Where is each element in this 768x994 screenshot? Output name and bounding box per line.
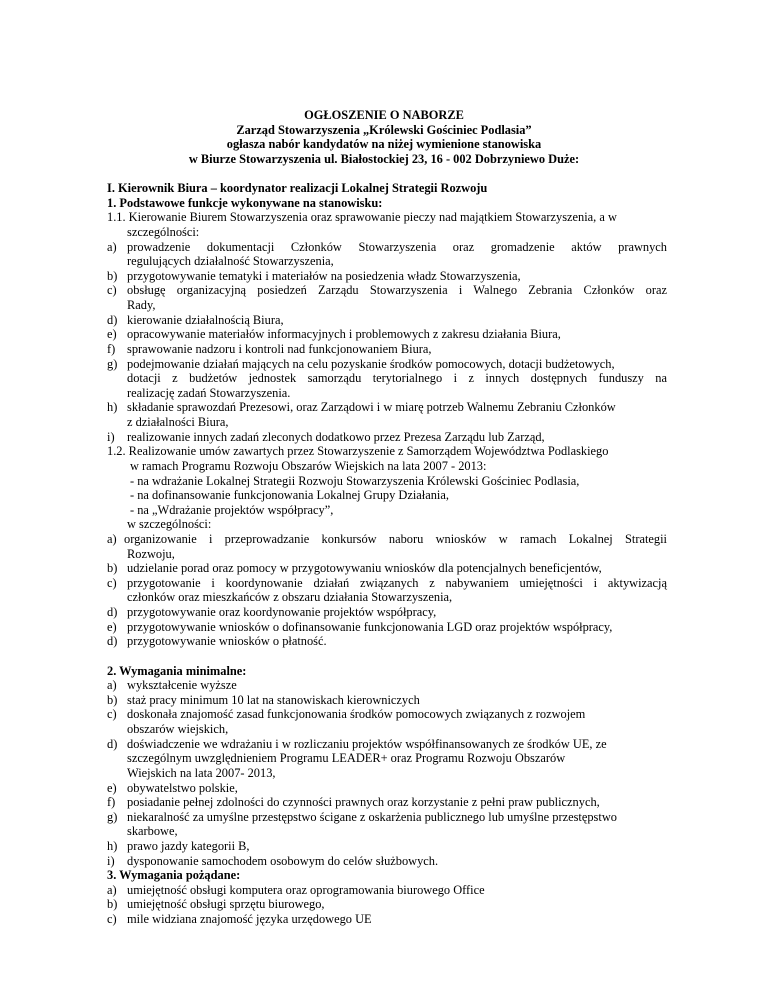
list-item: sprawowanie nadzoru i kontroli nad funkcjonowaniem Biura, [127,341,432,356]
announcement-subtitle: ogłasza nabór kandydatów na niżej wymienione stanowiska [226,137,542,152]
list-item: wykształcenie wyższe [127,678,237,693]
list-item: umiejętność obsługi sprzętu biurowego, [127,897,325,912]
list-item: doświadczenie we wdrażaniu i w rozliczaniu projektów współfinansowanych ze środków UE, ze [127,736,607,751]
list-item: udzielanie porad oraz pomocy w przygotowywaniu wniosków dla potencjalnych beneficjentów, [127,561,602,576]
list-item-cont: dotacji z budżetów jednostek samorządu terytorialnego i z innych dostępnych funduszy na [127,371,667,386]
list-item-cont: członków oraz mieszkańców z obszaru działania Stowarzyszenia, [127,590,453,605]
announcement-org: Zarząd Stowarzyszenia „Królewski Gościniec Podlasia” [236,122,532,137]
list-label: b) [107,692,118,707]
section2-title: 2. Wymagania minimalne: [107,663,247,678]
list-label: d) [107,736,118,751]
list-item: przygotowywanie oraz koordynowanie projektów współpracy, [127,605,437,620]
list-label: b) [107,561,118,576]
section1-sub1: 1. Podstawowe funkcje wykonywane na stanowisku: [107,195,383,210]
list-item-cont: regulujących działalność Stowarzyszenia, [127,254,334,269]
list-item: składanie sprawozdań Prezesowi, oraz Zarządowi i w miarę potrzeb Walnemu Zebraniu Członków [127,400,616,415]
list-label: i) [107,429,115,444]
list-item: posiadanie pełnej zdolności do czynności prawnych oraz korzystanie z pełni praw publicznych, [127,795,600,810]
dash-item: - na dofinansowanie funkcjonowania Lokalnej Grupy Działania, [130,488,449,503]
list-label: f) [107,341,116,356]
list-item: doskonała znajomość zasad funkcjonowania środków pomocowych związanych z rozwojem [127,707,586,722]
paragraph-1-1-cont: szczególności: [127,224,200,239]
list-item-cont: obszarów wiejskich, [127,722,229,737]
list-item-cont: realizację zadań Stowarzyszenia. [127,385,291,400]
paragraph-1-2: 1.2. Realizowanie umów zawartych przez Stowarzyszenie z Samorządem Województwa Podlaskiego [107,444,609,459]
list-item-cont: skarbowe, [127,824,178,839]
paragraph-1-1: 1.1. Kierowanie Biurem Stowarzyszenia oraz sprawowanie pieczy nad majątkiem Stowarzyszenia, a w [107,210,617,225]
list-label: e) [107,619,117,634]
list-item-cont: Rady, [127,298,156,313]
list-label: b) [107,897,118,912]
list-label: d) [107,605,118,620]
list-item: staż pracy minimum 10 lat na stanowiskach kierowniczych [127,692,420,707]
list-label: i) [107,853,115,868]
list-item: przygotowywanie wniosków o płatność. [127,634,327,649]
list-label: c) [107,283,117,298]
list-item: umiejętność obsługi komputera oraz oprogramowania biurowego Office [127,882,485,897]
list-item: przygotowywanie wniosków o dofinansowanie funkcjonowania LGD oraz projektów współpracy, [127,619,613,634]
list-item: prowadzenie dokumentacji Członków Stowarzyszenia oraz gromadzenie aktów prawnych [127,239,667,254]
announcement-address: w Biurze Stowarzyszenia ul. Białostockiej 23, 16 - 002 Dobrzyniewo Duże: [188,151,580,166]
list-item: dysponowanie samochodem osobowym do celów służbowych. [127,853,439,868]
dash-item: - na wdrażanie Lokalnej Strategii Rozwoju Stowarzyszenia Królewski Gościniec Podlasia, [130,473,580,488]
list-label: a) [107,531,117,546]
list-item: przygotowywanie tematyki i materiałów na posiedzenia władz Stowarzyszenia, [127,268,521,283]
list-label: e) [107,780,117,795]
list-label: e) [107,327,117,342]
announcement-title: OGŁOSZENIE O NABORZE [304,108,464,122]
list-item-cont: Wiejskich na lata 2007- 2013, [127,765,276,780]
list-label: c) [107,575,117,590]
list-label: a) [107,882,117,897]
list-label: a) [107,678,117,693]
list-item: niekaralność za umyślne przestępstwo ścigane z oskarżenia publicznego lub umyślne przestępstwo [127,809,617,824]
list-item-cont: szczególnym uwzględnieniem Programu LEADER+ oraz Programu Rozwoju Obszarów [127,751,566,766]
section1-title: I. Kierownik Biura – koordynator realizacji Lokalnej Strategii Rozwoju [107,181,488,196]
list-item: organizowanie i przeprowadzanie konkursów naboru wniosków w ramach Lokalnej Strategii [124,531,667,546]
list-item: mile widziana znajomość języka urzędowego UE [127,912,372,927]
list-item: obsługę organizacyjną posiedzeń Zarządu Stowarzyszenia i Walnego Zebrania Członków oraz [127,283,667,298]
in-particular-label: w szczególności: [127,517,212,532]
list-item: prawo jazdy kategorii B, [127,839,250,853]
list-item: kierowanie działalnością Biura, [127,312,284,327]
list-item: przygotowanie i koordynowanie działań związanych z nabywaniem umiejętności i aktywizacją [127,575,667,590]
list-label: h) [107,839,118,853]
list-item-cont: Rozwoju, [127,546,175,561]
dash-item: - na „Wdrażanie projektów współpracy”, [130,502,334,517]
paragraph-1-2-cont: w ramach Programu Rozwoju Obszarów Wiejskich na lata 2007 - 2013: [130,458,487,473]
list-label: d) [107,312,118,327]
list-label: b) [107,268,118,283]
list-label: a) [107,239,117,254]
list-item: opracowywanie materiałów informacyjnych i problemowych z zakresu działania Biura, [127,327,561,342]
list-label: f) [107,795,116,810]
list-item: obywatelstwo polskie, [127,780,238,795]
list-item: podejmowanie działań mających na celu pozyskanie środków pomocowych, dotacji budżetowych, [127,356,615,371]
list-label: g) [107,809,118,824]
section3-title: 3. Wymagania pożądane: [107,868,241,883]
list-label: h) [107,400,118,415]
list-label: c) [107,912,117,927]
list-label: g) [107,356,118,371]
list-label: c) [107,707,117,722]
list-item-cont: z działalności Biura, [127,415,229,430]
list-label: d) [107,634,118,649]
list-item: realizowanie innych zadań zleconych dodatkowo przez Prezesa Zarządu lub Zarząd, [127,429,545,444]
